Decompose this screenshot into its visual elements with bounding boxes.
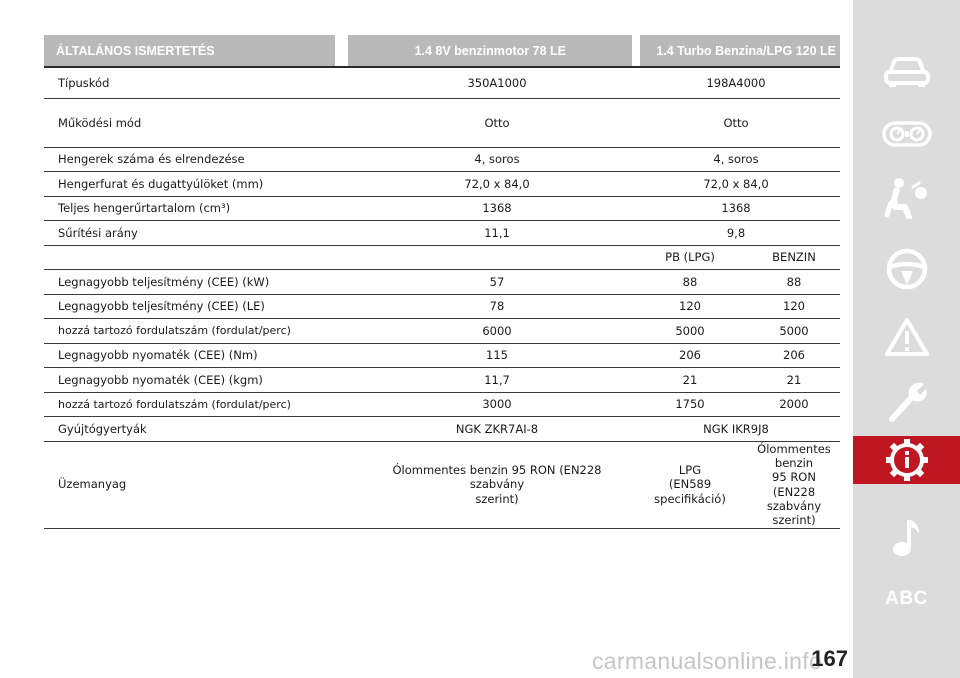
- table-row: [44, 343, 840, 368]
- wrench-icon: [884, 379, 930, 425]
- sidebar-item-safety[interactable]: [853, 172, 960, 221]
- cell-line: Ólommentes: [757, 441, 831, 456]
- cell-value: 21: [748, 368, 840, 393]
- cell-value: 11,7: [362, 368, 632, 393]
- sidebar-item-car[interactable]: [853, 46, 960, 95]
- cell-line: (EN228 szabvány: [766, 484, 822, 513]
- cell-value: 1368: [362, 196, 632, 221]
- table-row: [44, 67, 840, 98]
- sidebar-item-dashboard[interactable]: [853, 110, 960, 159]
- cell-value: 9,8: [632, 221, 840, 246]
- cell-value: 3000: [362, 392, 632, 417]
- row-label: Legnagyobb nyomaték (CEE) (Nm): [44, 343, 362, 368]
- cell-value: 11,1: [362, 221, 632, 246]
- technical-spec-table: [44, 35, 840, 529]
- cell-value: 115: [362, 343, 632, 368]
- cell-value: NGK IKR9J8: [632, 417, 840, 442]
- row-label: Típuskód: [44, 67, 362, 98]
- table-header-row: [44, 35, 840, 67]
- header-engine-1-4-8v: 1.4 8V benzinmotor 78 LE: [362, 35, 632, 66]
- cell-value: 72,0 x 84,0: [362, 172, 632, 197]
- row-label: Legnagyobb teljesítmény (CEE) (LE): [44, 294, 362, 319]
- cell-value: 120: [632, 294, 748, 319]
- row-label: Teljes hengerűrtartalom (cm³): [44, 196, 362, 221]
- cell-value: 350A1000: [362, 67, 632, 98]
- row-label: Gyújtógyertyák: [44, 417, 362, 442]
- sidebar-item-driving[interactable]: [853, 244, 960, 293]
- table-row: [44, 441, 840, 528]
- cell-value: 206: [632, 343, 748, 368]
- cell-value: [748, 441, 840, 528]
- warning-triangle-icon: [884, 316, 930, 358]
- cell-line: benzin: [774, 455, 814, 470]
- table-row: [44, 98, 840, 147]
- car-icon: [882, 53, 932, 89]
- cell-value: 78: [362, 294, 632, 319]
- cell-value: 21: [632, 368, 748, 393]
- table-row: [44, 172, 840, 197]
- cell-value: Otto: [362, 98, 632, 147]
- cell-value: [632, 441, 748, 528]
- subheader-lpg: PB (LPG): [632, 245, 748, 270]
- row-label: Üzemanyag: [44, 441, 362, 528]
- cell-value: 4, soros: [632, 147, 840, 172]
- steering-wheel-icon: [885, 247, 929, 291]
- cell-value: 57: [362, 270, 632, 295]
- row-label: hozzá tartozó fordulatszám (fordulat/perc): [44, 319, 362, 344]
- technical-data-gear-icon: [885, 438, 929, 482]
- cell-line: (EN589 specifikáció): [654, 477, 726, 506]
- sidebar-item-maintenance[interactable]: [853, 377, 960, 426]
- cell-line: LPG: [678, 463, 702, 478]
- cell-value: 5000: [748, 319, 840, 344]
- row-label: hozzá tartozó fordulatszám (fordulat/perc): [44, 392, 362, 417]
- sidebar-item-index[interactable]: [853, 574, 960, 623]
- cell-value: 1368: [632, 196, 840, 221]
- cell-value: 2000: [748, 392, 840, 417]
- cell-value: 6000: [362, 319, 632, 344]
- cell-value: NGK ZKR7AI-8: [362, 417, 632, 442]
- table-row: [44, 319, 840, 344]
- sidebar-item-technical-data[interactable]: [853, 436, 960, 484]
- index-abc-label: ABC: [885, 587, 928, 609]
- table-row: [44, 368, 840, 393]
- header-general-description: ÁLTALÁNOS ISMERTETÉS: [44, 35, 335, 66]
- cell-line: szerint): [475, 491, 519, 506]
- cell-value: 5000: [632, 319, 748, 344]
- cell-value: 88: [748, 270, 840, 295]
- cell-value: 4, soros: [362, 147, 632, 172]
- table-row: [44, 221, 840, 246]
- cell-value: 198A4000: [632, 67, 840, 98]
- header-engine-1-4-turbo-lpg: 1.4 Turbo Benzina/LPG 120 LE: [640, 35, 840, 66]
- cell-line: szerint): [772, 513, 816, 528]
- row-label: Hengerek száma és elrendezése: [44, 147, 362, 172]
- row-label: Legnagyobb teljesítmény (CEE) (kW): [44, 270, 362, 295]
- row-label: Működési mód: [44, 98, 362, 147]
- table-row: [44, 294, 840, 319]
- airbag-passenger-icon: [883, 175, 931, 219]
- music-note-icon: [889, 516, 925, 558]
- table-row: [44, 147, 840, 172]
- row-label: Sűrítési arány: [44, 221, 362, 246]
- table-row: [44, 392, 840, 417]
- cell-line: 95 RON: [772, 470, 816, 485]
- table-row: [44, 417, 840, 442]
- cell-value: 72,0 x 84,0: [632, 172, 840, 197]
- sidebar-item-emergency[interactable]: [853, 312, 960, 361]
- row-label: Hengerfurat és dugattyúlöket (mm): [44, 172, 362, 197]
- cell-value: Otto: [632, 98, 840, 147]
- fuel-subheader-row: [44, 245, 840, 270]
- cell-value: 1750: [632, 392, 748, 417]
- watermark: carmanualsonline.info: [592, 648, 823, 674]
- cell-line: Ólommentes benzin 95 RON (EN228 szabvány: [392, 463, 602, 492]
- dashboard-gauges-icon: [882, 120, 932, 150]
- cell-value: 120: [748, 294, 840, 319]
- chapter-sidebar: [853, 0, 960, 678]
- subheader-benzin: BENZIN: [748, 245, 840, 270]
- table-row: [44, 196, 840, 221]
- cell-value: 88: [632, 270, 748, 295]
- sidebar-item-multimedia[interactable]: [853, 512, 960, 561]
- page-number: 167: [811, 646, 848, 671]
- row-label: Legnagyobb nyomaték (CEE) (kgm): [44, 368, 362, 393]
- table-row: [44, 270, 840, 295]
- cell-value: [362, 441, 632, 528]
- cell-value: 206: [748, 343, 840, 368]
